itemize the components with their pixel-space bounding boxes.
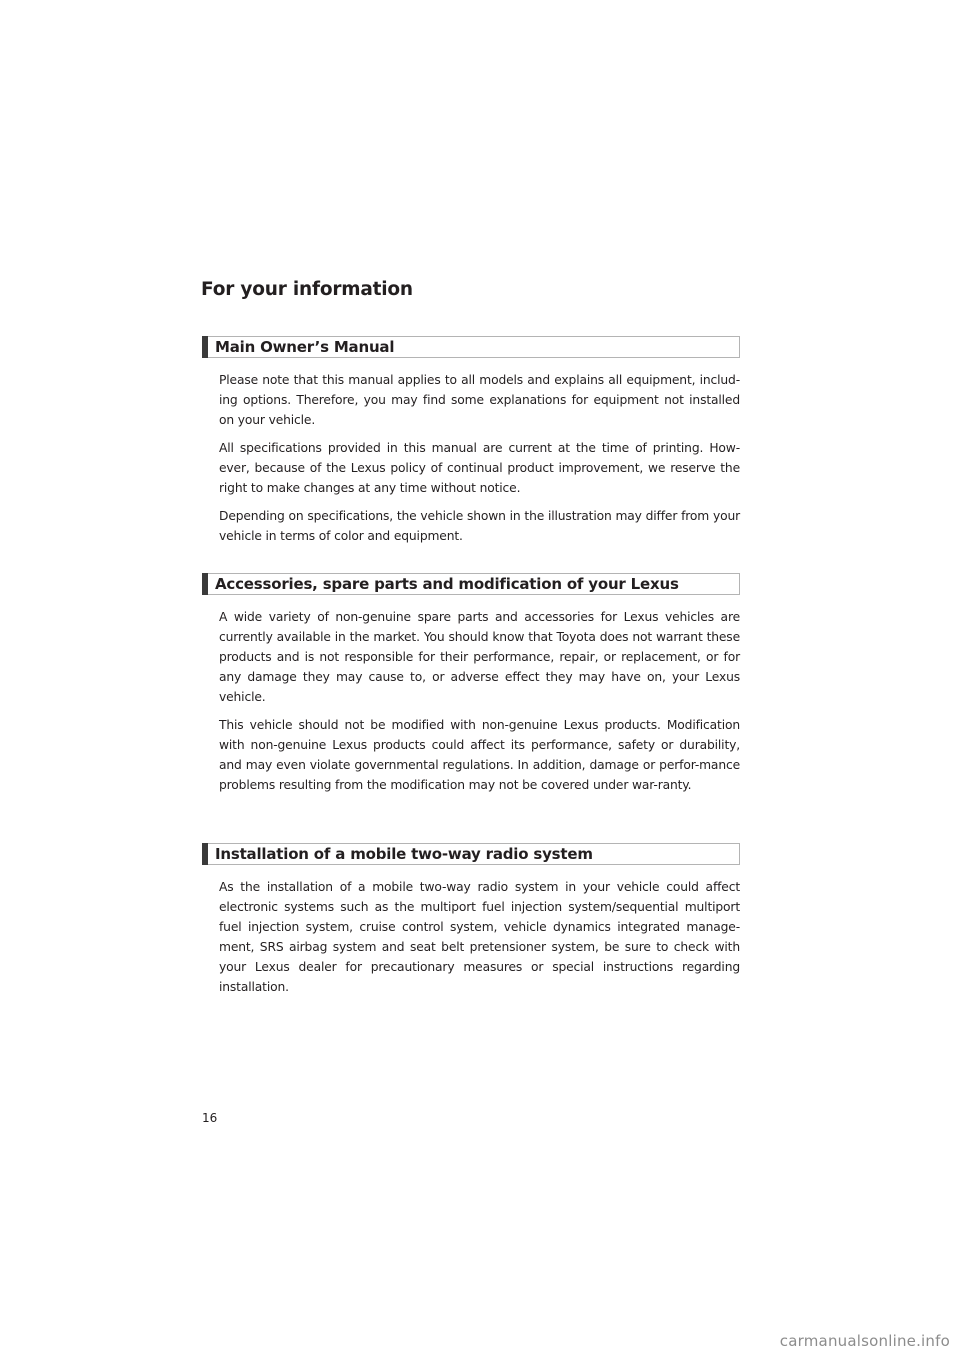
section-accessories-spare-parts [202,573,740,803]
section-header-bar [202,843,208,865]
paragraph: As the installation of a mobile two-way radio system in your vehicle could affect electronic systems such as the multiport fuel injection system/sequential multiport fuel injection system, cruise control system, vehicle dynamics integrated manage-ment, SRS airbag system and seat belt pretensioner system, be sure to check with your Lexus dealer for precautionary measures or special instructions regarding installation. [219,880,740,994]
page-number: 16 [202,1111,218,1125]
section-header [202,336,740,358]
section-heading: Installation of a mobile two-way radio system [215,845,593,863]
section-header-bar [202,573,208,595]
section-heading: Main Owner’s Manual [215,338,395,356]
section-body [219,607,740,795]
watermark: carmanualsonline.info [779,1332,950,1350]
section-main-owners-manual [202,336,740,554]
section-header [202,843,740,865]
section-header-bar [202,336,208,358]
section-mobile-radio-installation [202,843,740,1005]
page-title: For your information [201,279,413,300]
paragraph: Please note that this manual applies to all models and explains all equipment, includ-ing options. Therefore, you may find some explanations for equipment not installed on your vehicle. [219,373,740,427]
section-heading: Accessories, spare parts and modification of your Lexus [215,575,679,593]
section-body [219,877,740,997]
section-header [202,573,740,595]
paragraph: Depending on specifications, the vehicle shown in the illustration may differ from your vehicle in terms of color and equipment. [219,509,740,543]
paragraph: This vehicle should not be modified with non-genuine Lexus products. Modification with non-genuine Lexus products could affect its performance, safety or durability, and may even violate governmental regulations. In addition, damage or perfor-mance problems resulting from the modification may not be covered under war-ranty. [219,718,740,792]
paragraph: All specifications provided in this manual are current at the time of printing. How-ever, because of the Lexus policy of continual product improvement, we reserve the right to make changes at any time without notice. [219,441,740,495]
section-body [219,370,740,546]
paragraph: A wide variety of non-genuine spare parts and accessories for Lexus vehicles are currently available in the market. You should know that Toyota does not warrant these products and is not responsible for their performance, repair, or replacement, or for any damage they may cause to, or adverse effect they may have on, your Lexus vehicle. [219,610,740,704]
